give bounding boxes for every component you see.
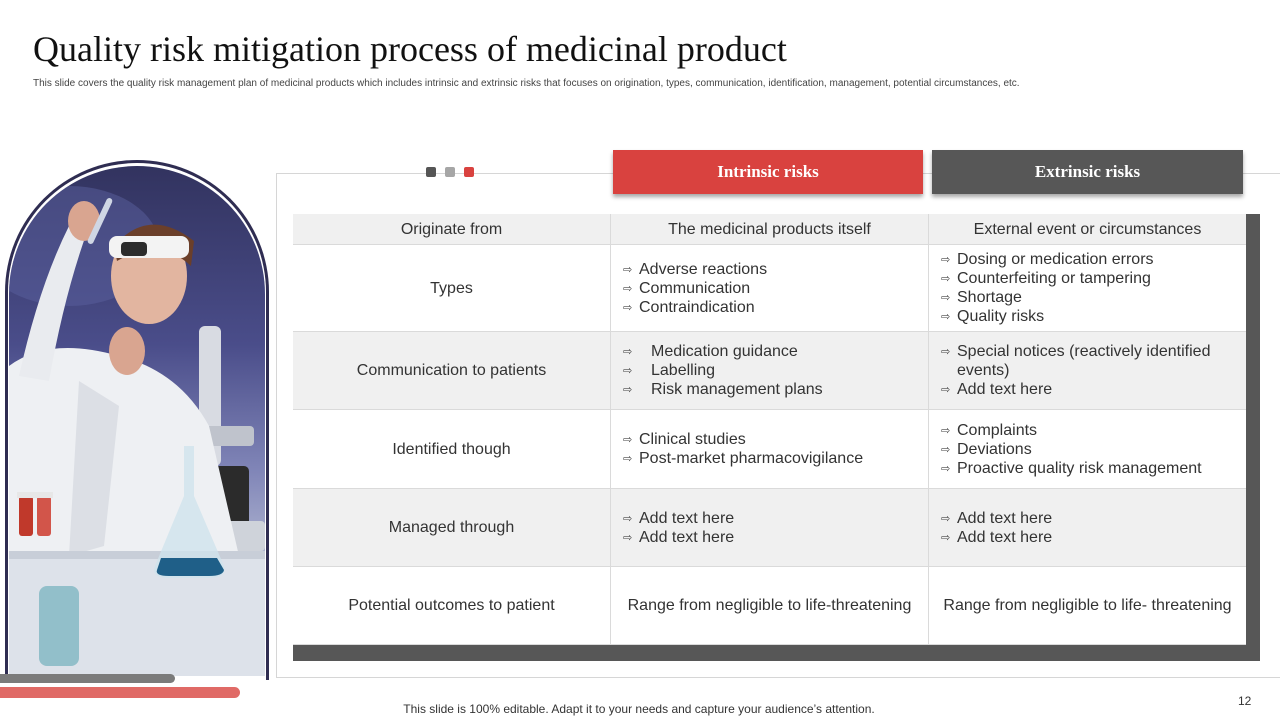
list-item bbox=[941, 421, 1246, 440]
extrinsic-list-cell bbox=[929, 245, 1246, 332]
dot-2 bbox=[445, 167, 455, 177]
list-item-text: Complaints bbox=[957, 421, 1038, 439]
list-item bbox=[941, 380, 1246, 399]
row-label: Originate from bbox=[293, 214, 611, 245]
list-item bbox=[623, 279, 928, 298]
bullet-arrow-icon: ⇨ bbox=[623, 281, 633, 295]
list-item bbox=[623, 380, 928, 399]
bullet-arrow-icon: ⇨ bbox=[941, 272, 951, 285]
list-item-text: Add text here bbox=[957, 509, 1053, 527]
list-item bbox=[623, 430, 928, 449]
list-item-text: Proactive quality risk management bbox=[957, 459, 1202, 477]
list-item-text: Add text here bbox=[639, 528, 735, 546]
list-item bbox=[941, 440, 1246, 459]
extrinsic-cell: External event or circumstances bbox=[929, 214, 1246, 245]
list-item bbox=[623, 260, 928, 279]
bullet-arrow-icon: ⇨ bbox=[623, 364, 633, 377]
list-item bbox=[941, 250, 1246, 269]
row-label: Types bbox=[293, 245, 611, 332]
list-item-text: Add text here bbox=[957, 381, 1053, 398]
bullet-arrow-icon: ⇨ bbox=[941, 310, 951, 323]
row-label: Managed through bbox=[293, 489, 611, 567]
list-item bbox=[623, 449, 928, 468]
intrinsic-list-cell bbox=[611, 332, 929, 410]
dot-1 bbox=[426, 167, 436, 177]
dot-3 bbox=[464, 167, 474, 177]
bullet-arrow-icon: ⇨ bbox=[623, 300, 633, 314]
bullet-arrow-icon: ⇨ bbox=[623, 511, 633, 525]
bullet-arrow-icon: ⇨ bbox=[623, 345, 633, 358]
list-item-text: Quality risks bbox=[957, 308, 1045, 325]
list-item-text: Special notices (reactively identified events) bbox=[957, 343, 1211, 379]
list-item bbox=[623, 528, 928, 547]
list-item bbox=[623, 361, 928, 380]
list-item bbox=[941, 269, 1246, 288]
list-item bbox=[941, 528, 1246, 547]
list-item-text: Counterfeiting or tampering bbox=[957, 270, 1151, 287]
list-item-text: Add text here bbox=[957, 528, 1053, 546]
row-label: Potential outcomes to patient bbox=[293, 567, 611, 645]
list-item-text: Deviations bbox=[957, 440, 1032, 458]
list-item bbox=[941, 459, 1246, 478]
bullet-arrow-icon: ⇨ bbox=[623, 383, 633, 396]
slide-subtitle: This slide covers the quality risk management plan of medicinal products which includes intrinsic and extrinsic risks that focuses on origination, types, communication, identification, management, potential circumstances, etc. bbox=[33, 78, 1020, 89]
decor-dots bbox=[426, 167, 474, 177]
list-item bbox=[941, 288, 1246, 307]
intrinsic-cell: The medicinal products itself bbox=[611, 214, 929, 245]
footer-note-text: This slide is 100% editable. Adapt it to your needs and capture your audience’s attention. bbox=[403, 702, 875, 716]
page-number: 12 bbox=[1238, 694, 1252, 708]
extrinsic-risks-header: Extrinsic risks bbox=[932, 150, 1243, 194]
bullet-arrow-icon: ⇨ bbox=[941, 423, 951, 437]
list-item-text: Medication guidance bbox=[651, 343, 798, 360]
list-item-text: Communication bbox=[639, 279, 751, 297]
decor-bar-red bbox=[0, 687, 240, 698]
bullet-arrow-icon: ⇨ bbox=[941, 383, 951, 396]
extrinsic-list-cell bbox=[929, 410, 1246, 489]
list-item bbox=[941, 307, 1246, 326]
bullet-arrow-icon: ⇨ bbox=[941, 345, 951, 358]
list-item-text: Contraindication bbox=[639, 298, 755, 316]
intrinsic-list-cell bbox=[611, 410, 929, 489]
scientist-photo bbox=[9, 166, 265, 676]
list-item bbox=[941, 509, 1246, 528]
bullet-arrow-icon: ⇨ bbox=[941, 291, 951, 304]
bullet-arrow-icon: ⇨ bbox=[623, 452, 633, 465]
bullet-arrow-icon: ⇨ bbox=[941, 442, 951, 456]
bullet-arrow-icon: ⇨ bbox=[941, 461, 951, 475]
intrinsic-cell: Range from negligible to life-threatening bbox=[611, 567, 929, 645]
list-item bbox=[941, 342, 1246, 380]
extrinsic-list-cell bbox=[929, 489, 1246, 567]
extrinsic-list-cell bbox=[929, 332, 1246, 410]
list-item-text: Risk management plans bbox=[651, 381, 823, 398]
footer-note bbox=[0, 702, 1280, 716]
list-item-text: Labelling bbox=[651, 362, 716, 379]
list-item bbox=[623, 509, 928, 528]
list-item-text: Add text here bbox=[639, 509, 735, 527]
intrinsic-list-cell bbox=[611, 489, 929, 567]
bullet-arrow-icon: ⇨ bbox=[941, 511, 951, 525]
list-item bbox=[623, 298, 928, 317]
decor-bar-gray bbox=[0, 674, 175, 683]
list-item bbox=[623, 342, 928, 361]
bullet-arrow-icon: ⇨ bbox=[623, 433, 633, 446]
list-item-text: Clinical studies bbox=[639, 431, 746, 448]
list-item-text: Adverse reactions bbox=[639, 260, 768, 278]
bullet-arrow-icon: ⇨ bbox=[623, 530, 633, 544]
slide-title: Quality risk mitigation process of medicinal product bbox=[33, 29, 787, 69]
row-label: Communication to patients bbox=[293, 332, 611, 410]
list-item-text: Post-market pharmacovigilance bbox=[639, 450, 864, 467]
bullet-arrow-icon: ⇨ bbox=[941, 253, 951, 266]
bullet-arrow-icon: ⇨ bbox=[941, 530, 951, 544]
intrinsic-list-cell bbox=[611, 245, 929, 332]
extrinsic-cell: Range from negligible to life- threatening bbox=[929, 567, 1246, 645]
bullet-arrow-icon: ⇨ bbox=[623, 262, 633, 276]
risk-table bbox=[293, 214, 1246, 645]
list-item-text: Dosing or medication errors bbox=[957, 251, 1154, 268]
list-item-text: Shortage bbox=[957, 289, 1022, 306]
intrinsic-risks-header: Intrinsic risks bbox=[613, 150, 923, 194]
scientist-illustration bbox=[9, 166, 265, 676]
row-label: Identified though bbox=[293, 410, 611, 489]
